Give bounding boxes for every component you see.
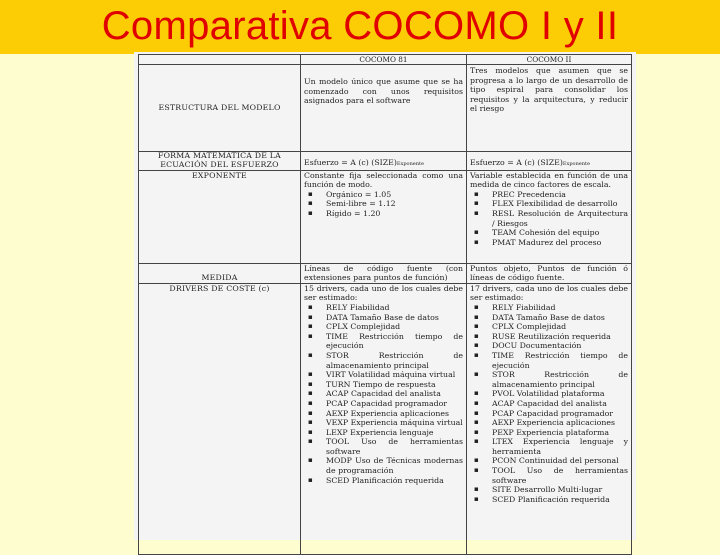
list-item: ▪ RELY Fiabilidad [492,303,628,313]
list-item: ▪ SITE Desarrollo Multi-lugar [492,485,628,495]
list-item: ▪ ACAP Capacidad del analista [492,399,628,409]
cell-forma-ii [467,152,632,171]
cell-medida-ii: Puntos objeto, Puntos de función ó líneas de código fuente. [467,263,632,283]
row-medida [139,263,632,283]
list-item: ▪ PCON Continuidad del personal [492,456,628,466]
exponent-label-81: Exponente [396,161,424,167]
list-item: ▪ PMAT Madurez del proceso [492,238,628,248]
exponente-ii-intro: Variable establecida en función de una medida de cinco factores de escala. [470,170,628,190]
row-label-medida: MEDIDA [139,263,301,283]
list-item: ▪ CPLX Complejidad [492,322,628,332]
row-label-exponente: EXPONENTE [139,170,301,263]
exponente-ii-list [470,190,628,248]
list-item: ▪ SCED Planificación requerida [492,495,628,505]
list-item: ▪ PCAP Capacidad programador [492,409,628,419]
drivers-81-intro: 15 drivers, cada uno de los cuales debe ser estimado: [304,283,463,303]
list-item: ▪ TOOL Uso de herramientas software [492,466,628,485]
list-item: ▪ PVOL Volatilidad plataforma [492,389,628,399]
list-item: ▪ CPLX Complejidad [326,322,463,332]
list-item: ▪ RUSE Reutilización requerida [492,332,628,342]
list-item: ▪ Orgánico = 1.05 [326,190,463,200]
list-item: ▪ AEXP Experiencia aplicaciones [326,409,463,419]
comparison-table [138,54,632,555]
list-item: ▪ ACAP Capacidad del analista [326,389,463,399]
exponent-label-ii: Exponente [562,161,590,167]
list-item: ▪ RELY Fiabilidad [326,303,463,313]
row-exponente [139,170,632,263]
header-cocomo-ii: COCOMO II [467,55,632,65]
row-label-drivers: DRIVERS DE COSTE (c) [139,283,301,554]
list-item: ▪ DATA Tamaño Base de datos [326,313,463,323]
list-item: ▪ PREC Precedencia [492,190,628,200]
drivers-ii-list [470,303,628,504]
header-row [139,55,632,65]
list-item: ▪ TEAM Cohesión del equipo [492,228,628,238]
list-item: ▪ AEXP Experiencia aplicaciones [492,418,628,428]
cell-forma-81 [301,152,467,171]
list-item: ▪ TIME Restricción tiempo de ejecución [326,332,463,351]
list-item: ▪ MODP Uso de Técnicas modernas de programación [326,456,463,475]
row-label-forma: FORMA MATEMÁTICA DE LA ECUACIÓN DEL ESFUERZO [139,152,301,171]
list-item: ▪ SCED Planificación requerida [326,476,463,486]
row-label-estructura: ESTRUCTURA DEL MODELO [139,65,301,152]
list-item: ▪ LEXP Experiencia lenguaje [326,428,463,438]
list-item: ▪ STOR Restricción de almacenamiento principal [326,351,463,370]
list-item: ▪ LTEX Experiencia lenguaje y herramienta [492,437,628,456]
list-item: ▪ DATA Tamaño Base de datos [492,313,628,323]
row-drivers [139,283,632,554]
list-item: ▪ VEXP Experiencia máquina virtual [326,418,463,428]
cell-estructura-ii: Tres modelos que asumen que se progresa a lo largo de un desarrollo de tipo espiral para consolidar los requisitos y la arquitectura, y reducir el riesgo [467,65,632,152]
list-item: ▪ RESL Resolución de Arquitectura / Riesgos [492,209,628,228]
list-item: ▪ TURN Tiempo de respuesta [326,380,463,390]
cell-exponente-ii [467,170,632,263]
slide-title: Comparativa COCOMO I y II [101,4,619,48]
list-item: ▪ TOOL Uso de herramientas software [326,437,463,456]
cell-drivers-81 [301,283,467,554]
list-item: ▪ FLEX Flexibilidad de desarrollo [492,199,628,209]
list-item: ▪ DOCU Documentación [492,341,628,351]
cell-estructura-81: Un modelo único que asume que se ha comenzado con unos requisitos asignados para el software [301,65,467,152]
list-item: ▪ Rígido = 1.20 [326,209,463,219]
drivers-ii-intro: 17 drivers, cada uno de los cuales debe ser estimado: [470,283,628,303]
drivers-81-list [304,303,463,485]
list-item: ▪ PCAP Capacidad programador [326,399,463,409]
cell-exponente-81 [301,170,467,263]
list-item: ▪ PEXP Experiencia plataforma [492,428,628,438]
header-cocomo-81: COCOMO 81 [301,55,467,65]
row-estructura [139,65,632,152]
exponente-81-list [304,190,463,219]
cell-medida-81: Líneas de código fuente (con extensiones para puntos de función) [301,263,467,283]
row-forma [139,152,632,171]
cell-drivers-ii [467,283,632,554]
equation-81: Esfuerzo = A (c) (SIZE) [304,158,397,167]
list-item: ▪ VIRT Volatilidad máquina virtual [326,370,463,380]
list-item: ▪ TIME Restricción tiempo de ejecución [492,351,628,370]
list-item: ▪ Semi-libre = 1.12 [326,199,463,209]
list-item: ▪ STOR Restricción de almacenamiento principal [492,370,628,389]
exponente-81-intro: Constante fija seleccionada como una función de modo. [304,170,463,190]
empty-corner-cell [139,55,301,65]
equation-ii: Esfuerzo = A (c) (SIZE) [470,158,563,167]
